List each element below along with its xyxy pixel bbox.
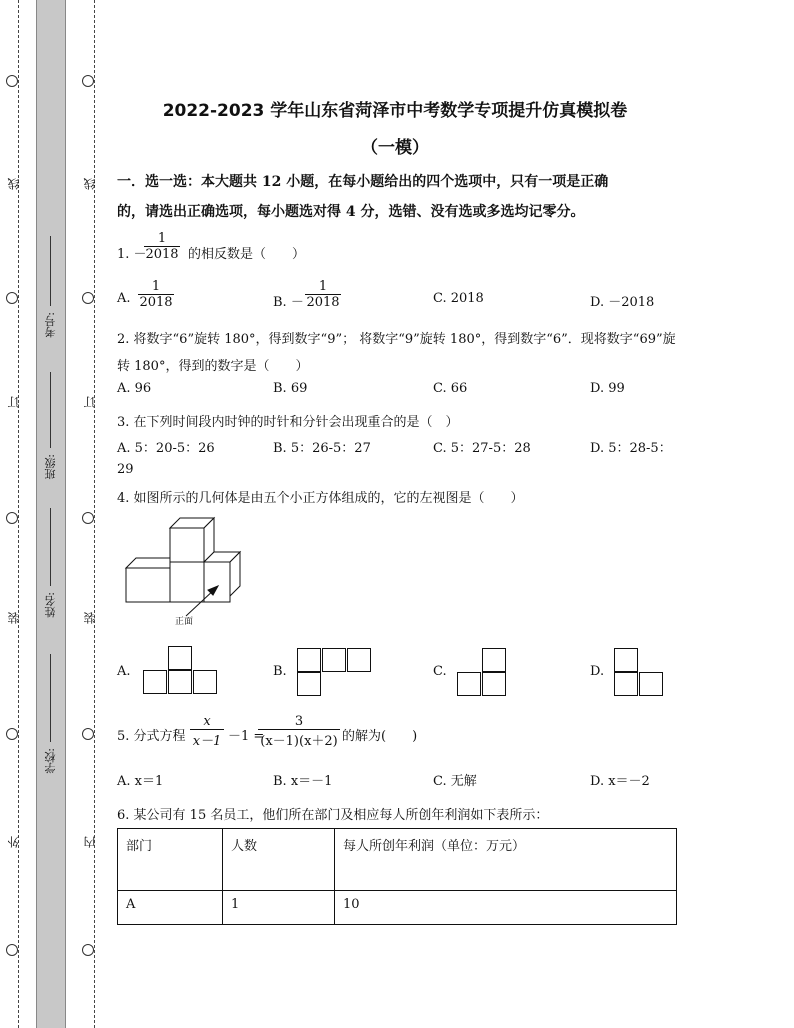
punch-circle — [6, 944, 18, 956]
profit-table — [117, 828, 677, 925]
punch-circle — [82, 512, 94, 524]
view-square — [322, 648, 346, 672]
q1-prefix: 1. － — [117, 247, 147, 262]
cube-face — [170, 562, 204, 602]
view-square — [347, 648, 371, 672]
q5-mid: －1 = — [228, 729, 265, 744]
q4-option-a-label: A. — [117, 664, 131, 679]
view-square — [193, 670, 217, 694]
q4-option-c-label: C. — [433, 664, 447, 679]
inner-label-xian: 线 — [83, 178, 97, 190]
punch-circle — [6, 728, 18, 740]
field-line — [50, 236, 51, 306]
view-square — [482, 648, 506, 672]
q5-option-a: A. x＝1 — [117, 774, 164, 789]
exam-title: 2022-2023 学年山东省菏泽市中考数学专项提升仿真模拟卷 — [162, 101, 628, 121]
view-square — [457, 672, 481, 696]
q3-option-d-cont: 29 — [117, 462, 134, 477]
q5-fraction-1 — [190, 714, 224, 749]
field-line — [50, 654, 51, 742]
view-square — [639, 672, 663, 696]
view-square — [143, 670, 167, 694]
section-heading: 一．选一选：本大题共 12 小题，在每小题给出的四个选项中，只有一项是正确 — [117, 174, 609, 190]
q4-option-d-label: D. — [590, 664, 605, 679]
q1-option-b-fraction — [305, 279, 341, 310]
exam-title-sub: （一模） — [361, 138, 429, 158]
q2-stem: 2. 将数字“6”旋转 180°，得到数字“9”； 将数字“9”旋转 180°，得到数字“6”．现将数字“69”旋 — [117, 332, 676, 347]
punch-circle — [6, 75, 18, 87]
cube-face — [170, 528, 204, 562]
view-square — [297, 648, 321, 672]
q5-fraction-2 — [258, 714, 340, 749]
field-label-name: 姓名: — [44, 592, 57, 618]
outer-dashed-line — [18, 0, 19, 1028]
fraction-numerator: 3 — [258, 714, 340, 730]
q2-option-c: C. 66 — [433, 381, 468, 396]
view-square — [482, 672, 506, 696]
punch-circle — [82, 75, 94, 87]
table-header-cell: 部门 — [118, 829, 223, 891]
q4-stem: 4. 如图所示的几何体是由五个小正方体组成的，它的左视图是（ ） — [117, 491, 524, 506]
view-square — [168, 646, 192, 670]
view-square — [168, 670, 192, 694]
fraction-denominator: (x－1)(x＋2) — [260, 734, 338, 749]
punch-circle — [82, 292, 94, 304]
q6-stem: 6. 某公司有 15 名员工，他们所在部门及相应每人所创年利润如下表所示： — [117, 808, 549, 823]
q3-option-b: B. 5：26-5：27 — [273, 441, 371, 456]
outer-label-xian: 线 — [7, 178, 21, 190]
front-view-label: 正面 — [175, 617, 194, 627]
q1-option-b-label: B. － — [273, 295, 304, 310]
gray-band — [36, 0, 66, 1028]
inner-label-nei: 内 — [83, 836, 97, 848]
q5-prefix: 5. 分式方程 — [117, 729, 186, 744]
outer-label-wai: 外 — [7, 836, 21, 848]
q5-option-b: B. x＝－1 — [273, 774, 333, 789]
field-label-exam-no: 考号: — [44, 312, 57, 338]
fraction-denominator: 2018 — [145, 247, 179, 262]
q3-option-a: A. 5：20-5：26 — [117, 441, 215, 456]
q2-option-d: D. 99 — [590, 381, 625, 396]
punch-circle — [6, 512, 18, 524]
fraction-numerator: 1 — [305, 279, 341, 295]
outer-label-ding: 订 — [7, 396, 21, 408]
fraction-denominator: x－1 — [192, 734, 222, 749]
view-square — [614, 648, 638, 672]
outer-label-zhuang: 装 — [7, 612, 21, 624]
table-cell: 10 — [335, 891, 677, 925]
q3-stem: 3. 在下列时间段内时钟的时针和分针会出现重合的是（ ） — [117, 415, 459, 430]
section-heading-cont: 的，请选出正确选项，每小题选对得 4 分，选错、没有选或多选均记零分。 — [117, 204, 585, 220]
inner-label-ding: 订 — [83, 396, 97, 408]
punch-circle — [82, 728, 94, 740]
inner-dashed-line — [94, 0, 95, 1028]
q5-option-c: C. 无解 — [433, 774, 477, 789]
inner-label-zhuang: 装 — [83, 612, 97, 624]
cube-face — [126, 568, 170, 602]
punch-circle — [6, 292, 18, 304]
table-row — [118, 891, 677, 925]
table-cell: 1 — [223, 891, 335, 925]
q1-option-a-fraction — [138, 279, 174, 310]
q2-option-a: A. 96 — [117, 381, 152, 396]
view-square — [297, 672, 321, 696]
table-header-cell: 每人所创年利润（单位：万元） — [335, 829, 677, 891]
field-line — [50, 372, 51, 448]
q1-option-c: C. 2018 — [433, 291, 484, 306]
q1-stem: 的相反数是（ ） — [188, 247, 306, 262]
fraction-numerator: 1 — [144, 231, 180, 247]
q2-option-b: B. 69 — [273, 381, 308, 396]
table-header-cell: 人数 — [223, 829, 335, 891]
q3-option-d: D. 5：28-5： — [590, 441, 672, 456]
field-line — [50, 508, 51, 586]
q1-option-d: D. －2018 — [590, 295, 655, 310]
q2-stem-cont: 转 180°，得到的数字是（ ） — [117, 359, 309, 374]
q3-option-c: C. 5：27-5：28 — [433, 441, 531, 456]
table-cell: A — [118, 891, 223, 925]
field-label-school: 学校: — [44, 748, 57, 774]
q4-option-b-label: B. — [273, 664, 287, 679]
q1-option-a-label: A. — [117, 291, 131, 306]
view-square — [614, 672, 638, 696]
q5-option-d: D. x＝－2 — [590, 774, 650, 789]
fraction-denominator: 2018 — [306, 295, 340, 310]
fraction-numerator: 1 — [138, 279, 174, 295]
fraction-numerator: x — [190, 714, 224, 730]
fraction-denominator: 2018 — [139, 295, 173, 310]
table-header-row — [118, 829, 677, 891]
q1-fraction — [144, 231, 180, 262]
field-label-class: 班级: — [44, 454, 57, 480]
q5-stem: 的解为( ) — [342, 729, 418, 744]
cube-face — [126, 558, 170, 568]
punch-circle — [82, 944, 94, 956]
